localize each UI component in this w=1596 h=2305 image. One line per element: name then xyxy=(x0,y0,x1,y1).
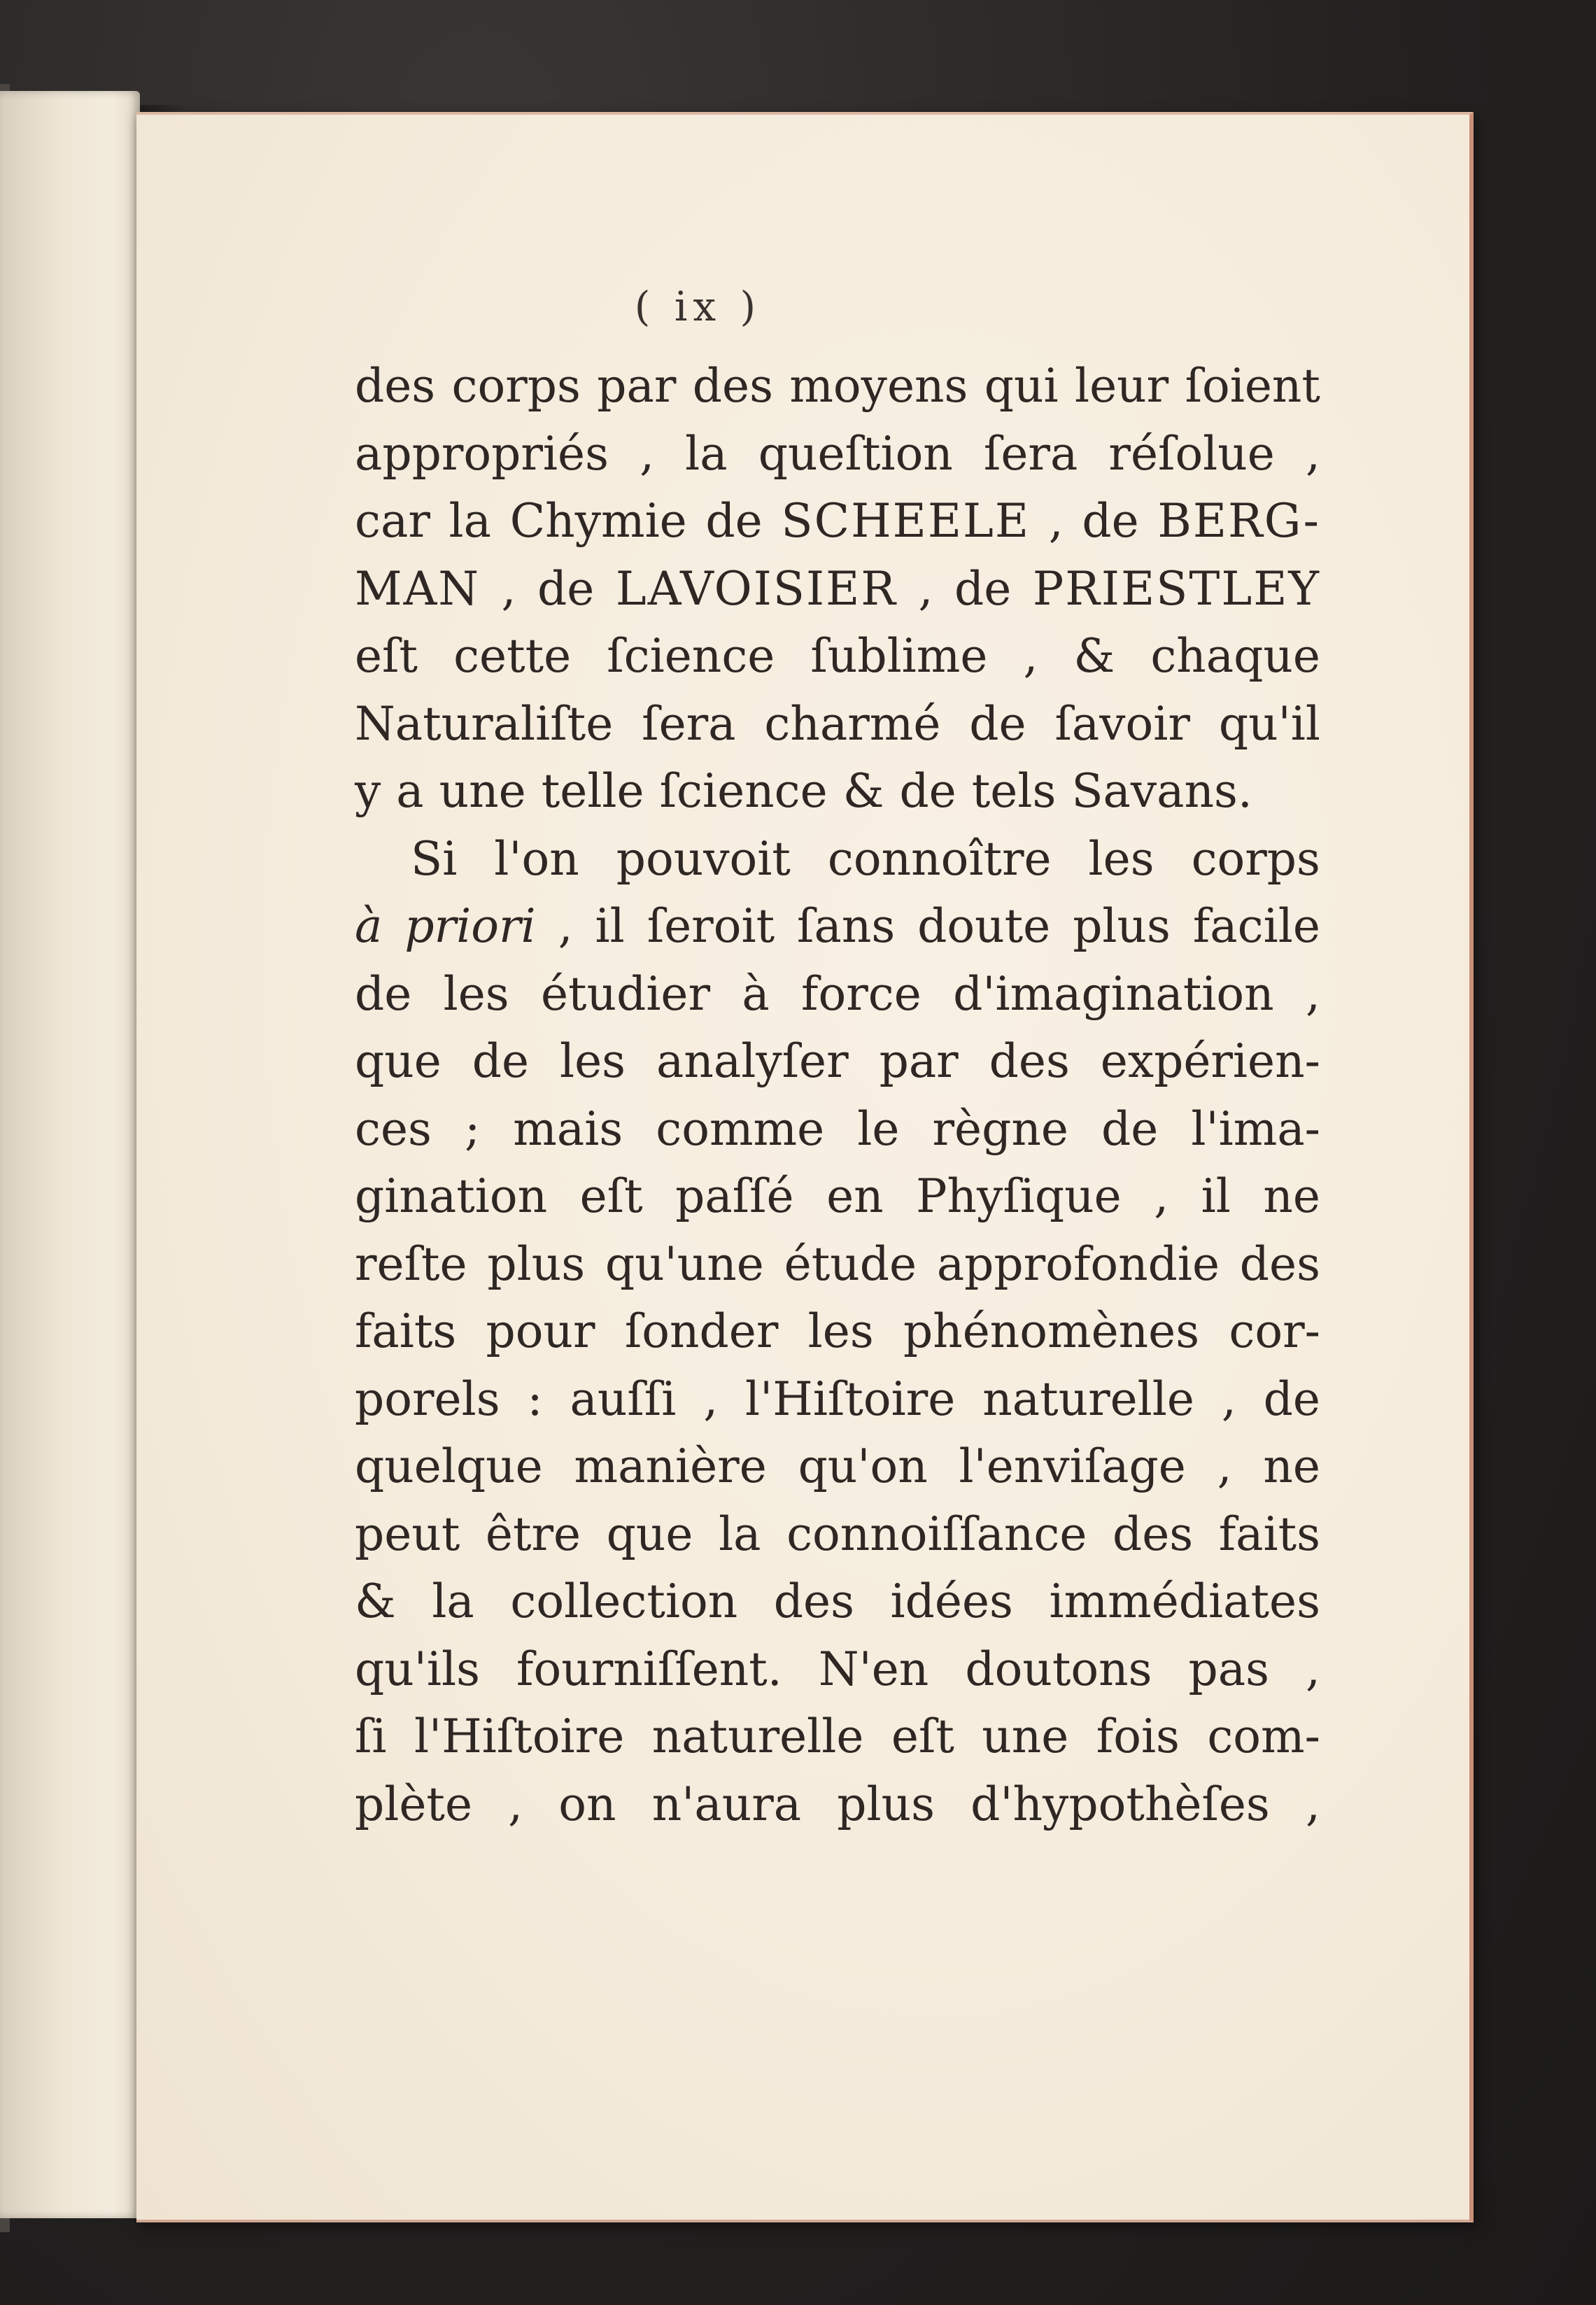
word: les xyxy=(1088,831,1154,886)
word: plète xyxy=(355,1777,472,1831)
text-line-9 xyxy=(355,893,1320,961)
word: une xyxy=(982,1710,1069,1763)
word: il xyxy=(1201,1169,1231,1223)
word: des xyxy=(773,1574,854,1628)
word: ſcience xyxy=(607,629,775,683)
word: Naturaliſte xyxy=(355,696,614,751)
word: plus xyxy=(837,1777,935,1831)
word: on xyxy=(558,1777,616,1831)
word: ſera xyxy=(983,426,1078,481)
word: , xyxy=(918,561,933,616)
word: des xyxy=(355,359,436,413)
word: des xyxy=(1239,1236,1320,1291)
text-line-13 xyxy=(355,1163,1320,1231)
word: de xyxy=(537,561,595,616)
word: Chymie xyxy=(509,494,687,548)
word: Phyſique xyxy=(916,1169,1122,1223)
word: pour xyxy=(486,1304,595,1358)
word: l'ima- xyxy=(1191,1101,1320,1156)
word: & xyxy=(1073,629,1115,683)
word: de xyxy=(355,966,412,1021)
word: charmé xyxy=(764,696,941,751)
word: règne xyxy=(932,1101,1068,1156)
word: de xyxy=(1101,1101,1159,1156)
word: qui xyxy=(984,359,1059,413)
word: , xyxy=(640,426,655,481)
word: ſavoir xyxy=(1054,696,1190,751)
word: ſera xyxy=(642,696,736,751)
word: cette xyxy=(453,629,572,683)
word: d'hypothèſes xyxy=(970,1777,1270,1831)
word: fois xyxy=(1096,1710,1180,1763)
text-line-20 xyxy=(355,1636,1320,1704)
word: n'aura xyxy=(651,1777,802,1831)
word: : xyxy=(527,1372,543,1426)
word: facile xyxy=(1192,899,1320,953)
word: de xyxy=(899,764,956,818)
word: qu'on xyxy=(798,1439,928,1493)
word: collection xyxy=(510,1574,738,1628)
word: d'imagination xyxy=(953,966,1274,1021)
word: , xyxy=(1154,1169,1169,1223)
word: , xyxy=(501,561,516,616)
text-line-6 xyxy=(355,691,1320,759)
word: , xyxy=(1217,1439,1232,1493)
word: Savans. xyxy=(1071,764,1252,818)
word: à xyxy=(355,899,383,953)
word: , xyxy=(508,1777,523,1831)
word: ſi xyxy=(355,1710,387,1763)
page-number-header: ( ix ) xyxy=(634,283,762,330)
word: qu'il xyxy=(1218,696,1320,751)
word: corps xyxy=(1191,831,1320,886)
word: ne xyxy=(1263,1169,1320,1223)
word: en xyxy=(826,1169,884,1223)
word: PRIESTLEY xyxy=(1032,561,1320,616)
text-line-8 xyxy=(355,826,1320,894)
word: SCHEELE xyxy=(781,494,1031,548)
text-line-10 xyxy=(355,961,1320,1029)
word: de xyxy=(1082,494,1139,548)
word: les xyxy=(560,1034,626,1088)
text-line-5 xyxy=(355,623,1320,691)
word: à xyxy=(742,966,770,1021)
word: doutons xyxy=(965,1642,1152,1696)
text-line-18 xyxy=(355,1501,1320,1569)
word: faits xyxy=(355,1304,457,1358)
word: , xyxy=(703,1372,719,1426)
word: tels xyxy=(971,764,1057,818)
text-line-4 xyxy=(355,556,1320,623)
word: Si xyxy=(411,831,458,886)
word: cor- xyxy=(1229,1304,1320,1358)
word: quelque xyxy=(355,1439,543,1493)
word: , xyxy=(1221,1372,1236,1426)
word: telle xyxy=(541,764,644,818)
word: approfondie xyxy=(936,1236,1220,1291)
word: la xyxy=(449,494,492,548)
word: naturelle xyxy=(982,1372,1194,1426)
word: , xyxy=(1306,1642,1320,1696)
word: appropriés xyxy=(355,426,609,481)
word: plus xyxy=(487,1236,586,1291)
word: immédiates xyxy=(1049,1574,1320,1628)
word: LAVOISIER xyxy=(615,561,897,616)
word: pas xyxy=(1188,1642,1269,1696)
word: ſans xyxy=(797,899,896,953)
text-line-11 xyxy=(355,1028,1320,1096)
word: eſt xyxy=(579,1169,643,1223)
word: l'Hiſtoire xyxy=(414,1710,625,1763)
word: connoiſſance xyxy=(786,1507,1087,1561)
word: car xyxy=(355,494,430,548)
word: ſublime xyxy=(810,629,988,683)
word: queſtion xyxy=(758,426,953,481)
word: porels xyxy=(355,1372,500,1426)
word: le xyxy=(857,1101,900,1156)
text-line-1 xyxy=(355,353,1320,421)
word: la xyxy=(719,1507,761,1561)
word: , xyxy=(1305,966,1320,1021)
word: eſt xyxy=(891,1710,954,1763)
book-page xyxy=(136,112,1474,2222)
word: étude xyxy=(784,1236,917,1291)
word: & xyxy=(842,764,884,818)
word: de xyxy=(954,561,1012,616)
word: expérien- xyxy=(1100,1034,1320,1088)
word: paſſé xyxy=(675,1169,794,1223)
word: plus xyxy=(1073,899,1171,953)
word: qu'ils xyxy=(355,1642,480,1696)
text-line-17 xyxy=(355,1433,1320,1501)
word: pouvoit xyxy=(616,831,791,886)
word: phénomènes xyxy=(903,1304,1200,1358)
word: connoître xyxy=(827,831,1052,886)
word: mais xyxy=(513,1101,623,1156)
word: , xyxy=(558,899,573,953)
word: eſt xyxy=(355,629,418,683)
word: par xyxy=(597,359,677,413)
word: faits xyxy=(1218,1507,1320,1561)
word: être xyxy=(485,1507,581,1561)
word: que xyxy=(606,1507,693,1561)
word: des xyxy=(692,359,773,413)
word: MAN xyxy=(355,561,480,616)
word: ſonder xyxy=(624,1304,779,1358)
word: N'en xyxy=(818,1642,929,1696)
facing-page xyxy=(0,91,140,2218)
word: leur xyxy=(1074,359,1169,413)
word: ces xyxy=(355,1101,432,1156)
text-line-14 xyxy=(355,1231,1320,1299)
word: réſolue xyxy=(1108,426,1275,481)
word: des xyxy=(1112,1507,1194,1561)
text-line-15 xyxy=(355,1298,1320,1366)
word: l'enviſage xyxy=(959,1439,1186,1493)
text-line-7 xyxy=(355,758,1320,826)
word: corps xyxy=(451,359,581,413)
word: il xyxy=(595,899,625,953)
word: ſcience xyxy=(659,764,828,818)
word: BERG- xyxy=(1157,494,1320,548)
word: y xyxy=(355,764,381,818)
word: priori xyxy=(404,899,536,953)
word: la xyxy=(432,1574,474,1628)
word: force xyxy=(801,966,921,1021)
word: qu'une xyxy=(605,1236,764,1291)
word: ; xyxy=(464,1101,481,1156)
word: , xyxy=(1305,426,1320,481)
word: étudier xyxy=(540,966,711,1021)
body-text xyxy=(355,353,1320,1838)
word: , xyxy=(1023,629,1038,683)
word: idées xyxy=(890,1574,1013,1628)
word: fourniſſent. xyxy=(516,1642,782,1696)
word: que xyxy=(355,1034,442,1088)
word: moyens xyxy=(789,359,968,413)
word: doute xyxy=(917,899,1051,953)
word: & xyxy=(355,1574,396,1628)
word: une xyxy=(439,764,526,818)
word: ne xyxy=(1263,1439,1320,1493)
word: de xyxy=(969,696,1026,751)
word: l'on xyxy=(494,831,579,886)
word: comme xyxy=(656,1101,825,1156)
word: gination xyxy=(355,1169,548,1223)
word: naturelle xyxy=(651,1710,864,1763)
text-line-22 xyxy=(355,1771,1320,1839)
word: les xyxy=(807,1304,874,1358)
word: com- xyxy=(1207,1710,1320,1763)
word: des xyxy=(989,1034,1070,1088)
text-line-19 xyxy=(355,1568,1320,1636)
word: par xyxy=(879,1034,959,1088)
word: , xyxy=(1305,1777,1320,1831)
word: la xyxy=(685,426,728,481)
word: a xyxy=(396,764,424,818)
word: ſeroit xyxy=(647,899,775,953)
word: chaque xyxy=(1150,629,1320,683)
word: de xyxy=(1263,1372,1320,1426)
word: ſoient xyxy=(1185,359,1320,413)
word: reſte xyxy=(355,1236,467,1291)
text-line-16 xyxy=(355,1366,1320,1434)
word: l'Hiſtoire xyxy=(745,1372,956,1426)
word: de xyxy=(472,1034,530,1088)
text-line-12 xyxy=(355,1096,1320,1164)
text-line-2 xyxy=(355,421,1320,488)
word: de xyxy=(705,494,763,548)
text-line-21 xyxy=(355,1703,1320,1771)
word: , xyxy=(1048,494,1064,548)
word: auſſi xyxy=(570,1372,677,1426)
text-line-3 xyxy=(355,488,1320,556)
word: peut xyxy=(355,1507,460,1561)
word: analyſer xyxy=(656,1034,849,1088)
word: les xyxy=(443,966,509,1021)
word: manière xyxy=(574,1439,767,1493)
